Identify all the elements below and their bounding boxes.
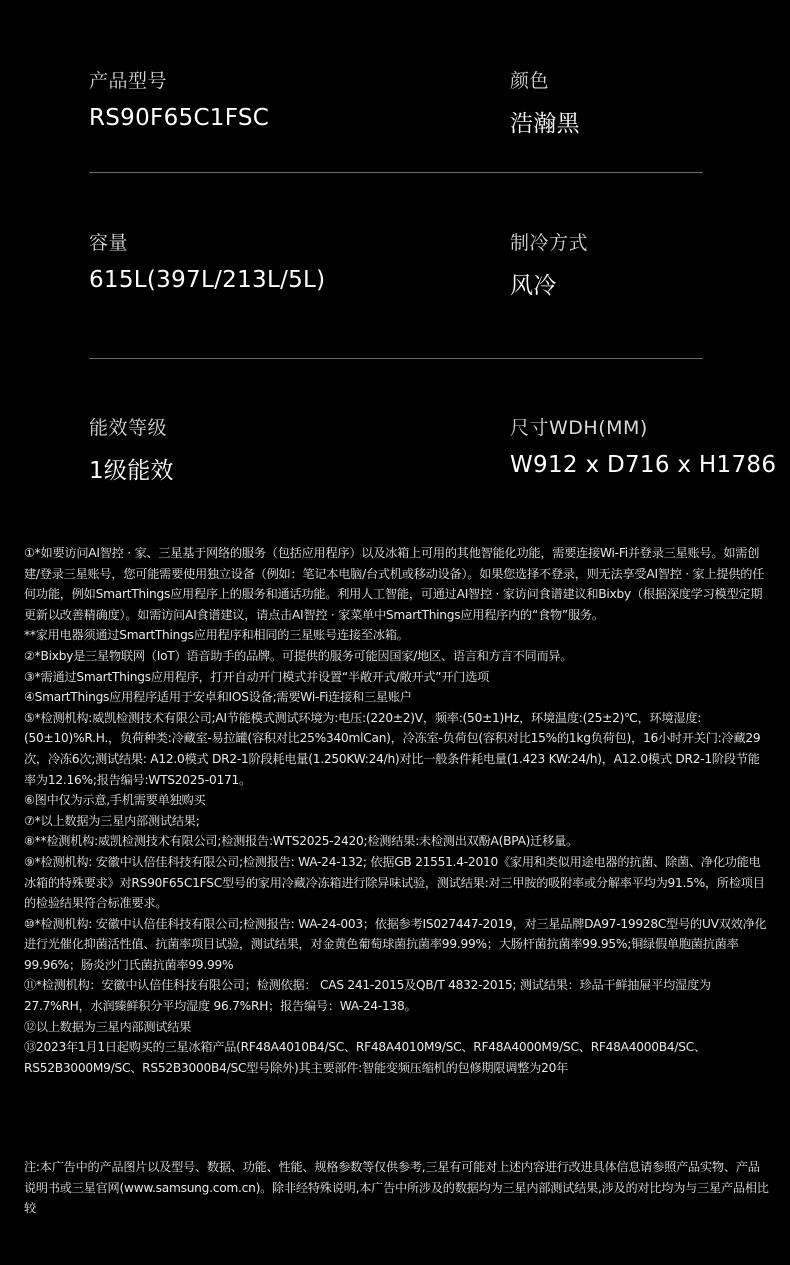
footnote: ⑤*检测机构:威凯检测技术有限公司;AI节能模式测试环境为:电压:(220±2)V，频率:(50±1)Hz，环境温度:(25±2)℃，环境湿度:(50±10)%R.H.，负荷种类:冷藏室-易拉罐(容积对比25%340mlCan)，冷冻室-负荷包(容积对比15%的1kg负荷包)，16小时开关门:冷藏29次，冷冻6次;测试结果: A12.0模式 DR2-1阶段耗电量(1.250KW:24/h)对比一般条件耗电量(1.423 KW:24/h)，A12.0模式 DR2-1阶段节能率为12.16%;报告编号:WTS2025-0171。 [24,710,761,787]
spec-color-label: 颜色 [510,70,550,92]
spec-grid [89,0,777,530]
footnote: ⑨*检测机构: 安徽中认倍佳科技有限公司;检测报告: WA-24-132; 依据GB 21551.4-2010《家用和类似用途电器的抗菌、除菌、净化功能电冰箱的特殊要求》对RS90F65C1FSC型号的家用冷藏冷冻箱进行除异味试验，测试结果:对三甲胺的吸附率或分解率平均为91.5%，所检项目的检验结果符合标准要求。 [24,854,765,911]
footnote: ⑧**检测机构:威凯检测技术有限公司;检测报告:WTS2025-2420;检测结果:未检测出双酚A(BPA)迁移量。 [24,834,578,849]
spec-size-label: 尺寸WDH(MM) [510,417,648,439]
footnote: ①*如要访问AI智控 · 家、三星基于网络的服务（包括应用程序）以及冰箱上可用的其他智能化功能，需要连接Wi-Fi并登录三星账号。如需创建/登录三星账号，您可能需要使用独立设备（例如：笔记本电脑/台式机或移动设备）。如果您选择不登录，则无法享受AI智控 · 家上提供的任何功能，例如SmartThings应用程序上的服务和通话功能。利用人工智能，可通过AI智控 · 家访问食谱建议和Bixby（根据深度学习模型定期更新以改善精确度）。如需访问AI食谱建议，请点击AI智控 · 家菜单中SmartThings应用程序内的“食物”服务。 [24,546,765,622]
spec-size-value: W912 x D716 x H1786 [510,452,777,478]
footnote: ⑩*检测机构: 安徽中认倍佳科技有限公司;检测报告: WA-24-003；依据参考IS027447-2019，对三星品牌DA97-19928C型号的UV双效净化进行光催化抑菌活性值、抗菌率项目试验，测试结果，对金黄色葡萄球菌抗菌率99.99%；大肠杆菌抗菌率99.95%;铜绿假单胞菌抗菌率99.96%；肠炎沙门氏菌抗菌率99.99% [24,916,767,972]
footnote: ⑥图中仅为示意,手机需要单独购买 [24,793,206,808]
spec-capacity-value: 615L(397L/213L/5L) [89,267,326,293]
spec-model-label: 产品型号 [89,70,168,92]
spec-cooling-value: 风冷 [510,273,557,299]
footnote: ⑦*以上数据为三星内部测试结果; [24,813,200,828]
spec-cooling-label: 制冷方式 [510,232,589,254]
spec-color-value: 浩瀚黑 [510,111,580,137]
spec-efficiency-label: 能效等级 [89,417,168,439]
footnote: ②*Bixby是三星物联网（IoT）语音助手的品牌。可提供的服务可能因国家/地区、语言和方言不同而异。 [24,648,573,663]
disclaimer: 注:本广告中的产品图片以及型号、数据、功能、性能、规格参数等仅供参考,三星有可能对上述内容进行改进具体信息请参照产品实物、产品说明书或三星官网(www.samsung.com.cn)。除非经特殊说明,本广告中所涉及的数据均为三星内部测试结果,涉及的对比均为与三星产品相比较 [24,1160,769,1216]
spec-capacity-label: 容量 [89,232,129,254]
spec-row-1 [89,0,703,173]
spec-efficiency-value: 1级能效 [89,458,174,484]
spec-row-2 [89,173,703,345]
footnote: ④SmartThings应用程序适用于安卓和IOS设备;需要Wi-Fi连接和三星账户 [24,690,412,705]
footnote: ③*需通过SmartThings应用程序，打开自动开门模式并设置“半敞开式/敞开式”开门选项 [24,669,490,684]
spec-row-3 [89,345,777,530]
footnote: **家用电器须通过SmartThings应用程序和相同的三星账号连接至冰箱。 [24,628,409,643]
footnote: ⑫以上数据为三星内部测试结果 [24,1019,192,1034]
spec-model-value: RS90F65C1FSC [89,105,270,131]
footnote: ⑪*检测机构：安徽中认倍佳科技有限公司；检测依据： CAS 241-2015及QB/T 4832-2015; 测试结果：珍品干鲜抽屉平均湿度为27.7%RH，水润臻鲜积分平均湿度 96.7%RH；报告编号：WA-24-138。 [24,978,711,1014]
footnote: ⑬2023年1月1日起购买的三星冰箱产品(RF48A4010B4/SC、RF48A4010M9/SC、RF48A4000M9/SC、RF48A4000B4/SC、RS52B3000M9/SC、RS52B3000B4/SC型号除外)其主要部件:智能变频压缩机的包修期限调整为20年 [24,1040,706,1075]
footnotes [24,543,769,1078]
